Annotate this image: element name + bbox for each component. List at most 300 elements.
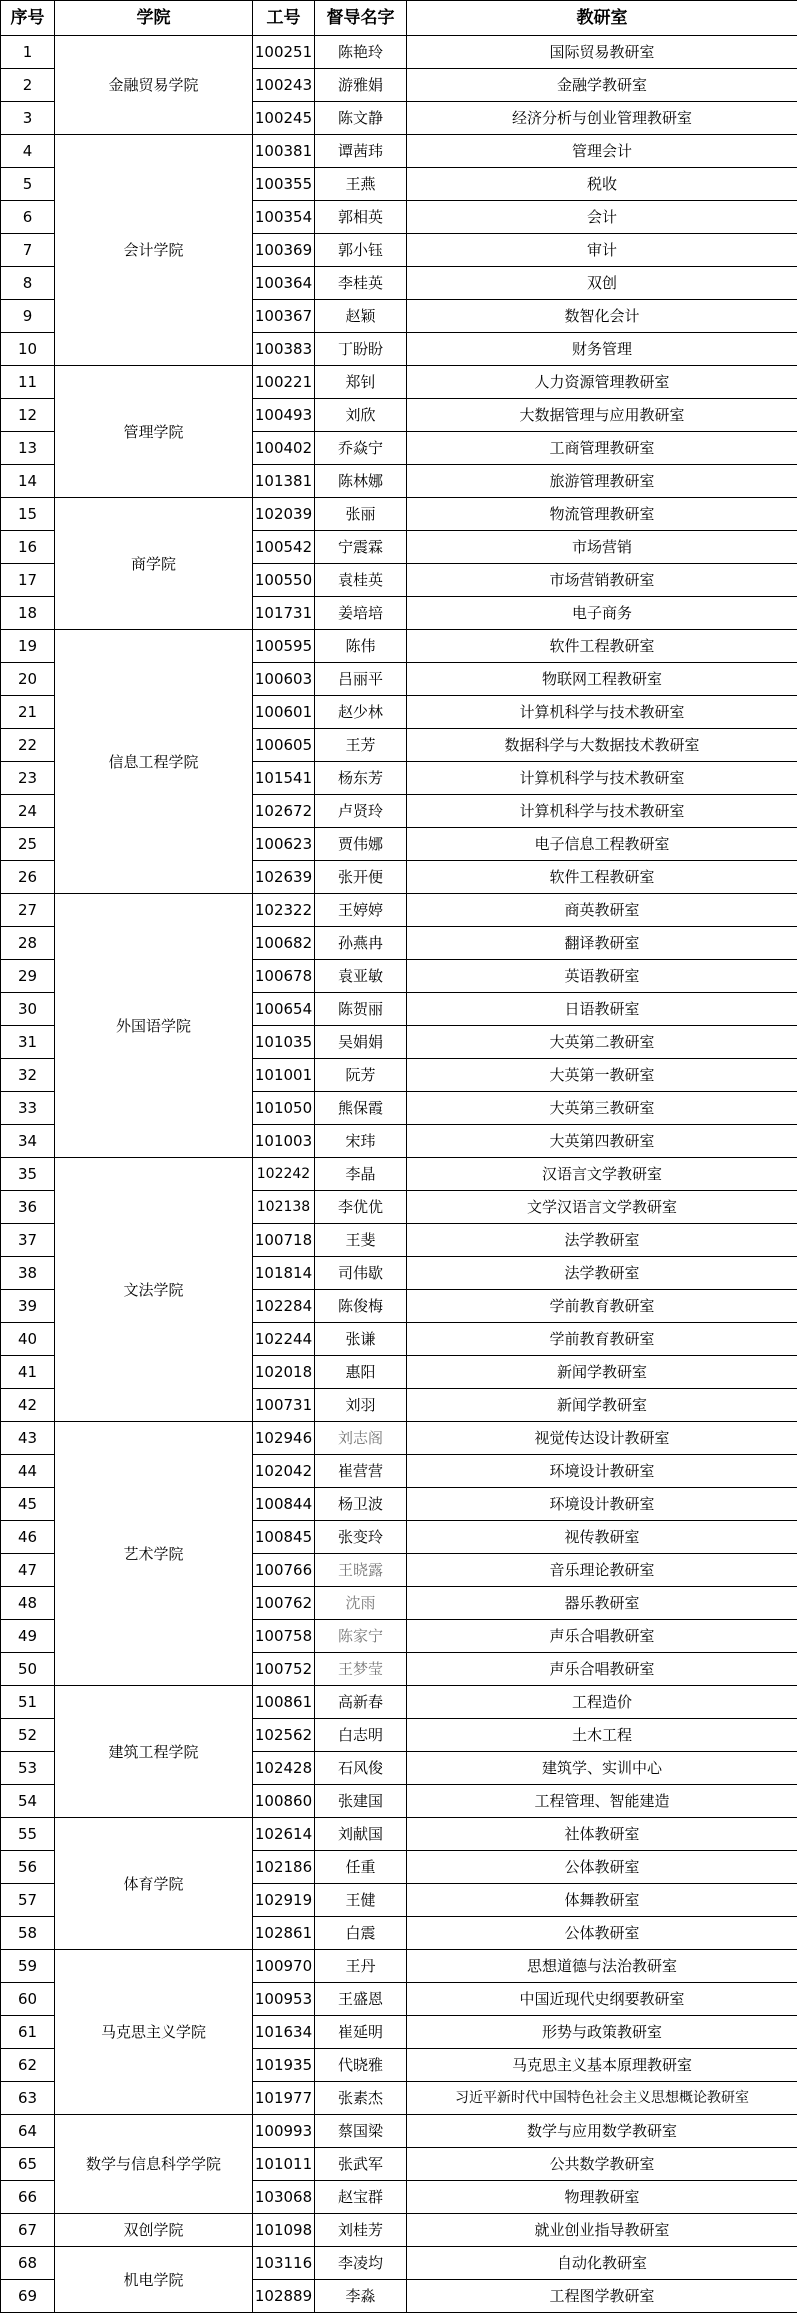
supervisor-name: 陈文静 bbox=[315, 102, 407, 135]
header-row bbox=[1, 1, 797, 36]
college-cell: 建筑工程学院 bbox=[55, 1686, 253, 1818]
row-number: 56 bbox=[1, 1851, 55, 1884]
row-number: 13 bbox=[1, 432, 55, 465]
table-row bbox=[1, 1950, 797, 1983]
table-row bbox=[1, 894, 797, 927]
supervisor-name: 张建国 bbox=[315, 1785, 407, 1818]
row-number: 17 bbox=[1, 564, 55, 597]
row-number: 7 bbox=[1, 234, 55, 267]
staff-id: 100860 bbox=[253, 1785, 315, 1818]
supervisor-name: 张武军 bbox=[315, 2148, 407, 2181]
supervisor-name: 杨卫波 bbox=[315, 1488, 407, 1521]
supervisor-name: 蔡国梁 bbox=[315, 2115, 407, 2148]
row-number: 53 bbox=[1, 1752, 55, 1785]
row-number: 2 bbox=[1, 69, 55, 102]
row-number: 16 bbox=[1, 531, 55, 564]
staff-id: 100953 bbox=[253, 1983, 315, 2016]
supervisor-name: 赵少林 bbox=[315, 696, 407, 729]
header-college: 学院 bbox=[55, 1, 253, 36]
staff-id: 102018 bbox=[253, 1356, 315, 1389]
supervisor-name: 张谦 bbox=[315, 1323, 407, 1356]
staff-id: 100402 bbox=[253, 432, 315, 465]
supervisor-name: 熊保霞 bbox=[315, 1092, 407, 1125]
row-number: 40 bbox=[1, 1323, 55, 1356]
row-number: 37 bbox=[1, 1224, 55, 1257]
table-row bbox=[1, 498, 797, 531]
supervisor-name: 沈雨 bbox=[315, 1587, 407, 1620]
staff-id: 100493 bbox=[253, 399, 315, 432]
row-number: 31 bbox=[1, 1026, 55, 1059]
supervisor-name: 崔营营 bbox=[315, 1455, 407, 1488]
supervisor-name: 王燕 bbox=[315, 168, 407, 201]
row-number: 22 bbox=[1, 729, 55, 762]
row-number: 20 bbox=[1, 663, 55, 696]
staff-id: 102919 bbox=[253, 1884, 315, 1917]
row-number: 46 bbox=[1, 1521, 55, 1554]
staff-id: 102242 bbox=[253, 1158, 315, 1191]
office-name: 就业创业指导教研室 bbox=[407, 2214, 797, 2247]
office-name: 大英第二教研室 bbox=[407, 1026, 797, 1059]
row-number: 12 bbox=[1, 399, 55, 432]
supervisor-name: 吴娟娟 bbox=[315, 1026, 407, 1059]
table-row bbox=[1, 1686, 797, 1719]
office-name: 计算机科学与技术教研室 bbox=[407, 762, 797, 795]
supervisor-name: 陈伟 bbox=[315, 630, 407, 663]
staff-id: 100993 bbox=[253, 2115, 315, 2148]
staff-id: 100731 bbox=[253, 1389, 315, 1422]
office-name: 中国近现代史纲要教研室 bbox=[407, 1983, 797, 2016]
staff-id: 100861 bbox=[253, 1686, 315, 1719]
staff-id: 102039 bbox=[253, 498, 315, 531]
staff-id: 100605 bbox=[253, 729, 315, 762]
supervisor-name: 郭相英 bbox=[315, 201, 407, 234]
supervisor-name: 卢贤玲 bbox=[315, 795, 407, 828]
office-name: 马克思主义基本原理教研室 bbox=[407, 2049, 797, 2082]
supervisor-name: 袁亚敏 bbox=[315, 960, 407, 993]
office-name: 工程造价 bbox=[407, 1686, 797, 1719]
supervisor-name: 王健 bbox=[315, 1884, 407, 1917]
staff-id: 100766 bbox=[253, 1554, 315, 1587]
office-name: 汉语言文学教研室 bbox=[407, 1158, 797, 1191]
supervisor-name: 贾伟娜 bbox=[315, 828, 407, 861]
office-name: 物流管理教研室 bbox=[407, 498, 797, 531]
office-name: 软件工程教研室 bbox=[407, 861, 797, 894]
row-number: 67 bbox=[1, 2214, 55, 2247]
staff-id: 101977 bbox=[253, 2082, 315, 2115]
office-name: 计算机科学与技术教研室 bbox=[407, 795, 797, 828]
table-row bbox=[1, 2214, 797, 2247]
office-name: 日语教研室 bbox=[407, 993, 797, 1026]
header-no: 序号 bbox=[1, 1, 55, 36]
row-number: 43 bbox=[1, 1422, 55, 1455]
row-number: 48 bbox=[1, 1587, 55, 1620]
staff-id: 102562 bbox=[253, 1719, 315, 1752]
supervisor-name: 杨东芳 bbox=[315, 762, 407, 795]
row-number: 36 bbox=[1, 1191, 55, 1224]
office-name: 管理会计 bbox=[407, 135, 797, 168]
office-name: 软件工程教研室 bbox=[407, 630, 797, 663]
college-cell: 管理学院 bbox=[55, 366, 253, 498]
supervisor-name: 宋玮 bbox=[315, 1125, 407, 1158]
row-number: 51 bbox=[1, 1686, 55, 1719]
staff-id: 100369 bbox=[253, 234, 315, 267]
office-name: 英语教研室 bbox=[407, 960, 797, 993]
staff-id: 101814 bbox=[253, 1257, 315, 1290]
office-name: 体舞教研室 bbox=[407, 1884, 797, 1917]
staff-id: 100542 bbox=[253, 531, 315, 564]
supervisor-name: 陈林娜 bbox=[315, 465, 407, 498]
college-cell: 数学与信息科学学院 bbox=[55, 2115, 253, 2214]
table-row bbox=[1, 366, 797, 399]
office-name: 社体教研室 bbox=[407, 1818, 797, 1851]
office-name: 会计 bbox=[407, 201, 797, 234]
staff-id: 100243 bbox=[253, 69, 315, 102]
staff-id: 100970 bbox=[253, 1950, 315, 1983]
row-number: 59 bbox=[1, 1950, 55, 1983]
college-cell: 商学院 bbox=[55, 498, 253, 630]
office-name: 审计 bbox=[407, 234, 797, 267]
staff-id: 100354 bbox=[253, 201, 315, 234]
row-number: 19 bbox=[1, 630, 55, 663]
staff-id: 100718 bbox=[253, 1224, 315, 1257]
supervisor-name: 李优优 bbox=[315, 1191, 407, 1224]
staff-id: 101731 bbox=[253, 597, 315, 630]
row-number: 50 bbox=[1, 1653, 55, 1686]
staff-id: 100245 bbox=[253, 102, 315, 135]
row-number: 62 bbox=[1, 2049, 55, 2082]
office-name: 数学与应用数学教研室 bbox=[407, 2115, 797, 2148]
staff-id: 101935 bbox=[253, 2049, 315, 2082]
staff-id: 100381 bbox=[253, 135, 315, 168]
staff-id: 101381 bbox=[253, 465, 315, 498]
staff-id: 101001 bbox=[253, 1059, 315, 1092]
supervisor-name: 李桂英 bbox=[315, 267, 407, 300]
staff-id: 102138 bbox=[253, 1191, 315, 1224]
office-name: 公共数学教研室 bbox=[407, 2148, 797, 2181]
row-number: 29 bbox=[1, 960, 55, 993]
staff-id: 102186 bbox=[253, 1851, 315, 1884]
table-row bbox=[1, 1818, 797, 1851]
supervisor-name: 刘羽 bbox=[315, 1389, 407, 1422]
office-name: 形势与政策教研室 bbox=[407, 2016, 797, 2049]
office-name: 新闻学教研室 bbox=[407, 1356, 797, 1389]
supervisor-name: 刘志阁 bbox=[315, 1422, 407, 1455]
supervisor-name: 王丹 bbox=[315, 1950, 407, 1983]
row-number: 52 bbox=[1, 1719, 55, 1752]
office-name: 税收 bbox=[407, 168, 797, 201]
supervisor-name: 张变玲 bbox=[315, 1521, 407, 1554]
table-row bbox=[1, 1158, 797, 1191]
office-name: 器乐教研室 bbox=[407, 1587, 797, 1620]
staff-id: 102639 bbox=[253, 861, 315, 894]
supervisor-name: 王芳 bbox=[315, 729, 407, 762]
row-number: 64 bbox=[1, 2115, 55, 2148]
supervisor-name: 王梦莹 bbox=[315, 1653, 407, 1686]
row-number: 39 bbox=[1, 1290, 55, 1323]
office-name: 数据科学与大数据技术教研室 bbox=[407, 729, 797, 762]
supervisor-name: 陈艳玲 bbox=[315, 36, 407, 69]
row-number: 42 bbox=[1, 1389, 55, 1422]
row-number: 57 bbox=[1, 1884, 55, 1917]
staff-id: 102861 bbox=[253, 1917, 315, 1950]
header-office: 教研室 bbox=[407, 1, 797, 36]
supervisor-name: 李凌均 bbox=[315, 2247, 407, 2280]
office-name: 工程管理、智能建造 bbox=[407, 1785, 797, 1818]
supervisor-name: 姜培培 bbox=[315, 597, 407, 630]
row-number: 23 bbox=[1, 762, 55, 795]
office-name: 大数据管理与应用教研室 bbox=[407, 399, 797, 432]
supervisor-name: 任重 bbox=[315, 1851, 407, 1884]
supervisor-name: 陈俊梅 bbox=[315, 1290, 407, 1323]
row-number: 55 bbox=[1, 1818, 55, 1851]
supervisor-name: 孙燕冉 bbox=[315, 927, 407, 960]
supervisor-name: 郑钊 bbox=[315, 366, 407, 399]
office-name: 工程图学教研室 bbox=[407, 2280, 797, 2313]
office-name: 国际贸易教研室 bbox=[407, 36, 797, 69]
supervisor-name: 赵宝群 bbox=[315, 2181, 407, 2214]
staff-id: 100762 bbox=[253, 1587, 315, 1620]
row-number: 21 bbox=[1, 696, 55, 729]
office-name: 大英第一教研室 bbox=[407, 1059, 797, 1092]
staff-id: 100654 bbox=[253, 993, 315, 1026]
staff-id: 100603 bbox=[253, 663, 315, 696]
supervisor-name: 崔延明 bbox=[315, 2016, 407, 2049]
college-cell: 体育学院 bbox=[55, 1818, 253, 1950]
row-number: 61 bbox=[1, 2016, 55, 2049]
supervisor-name: 张丽 bbox=[315, 498, 407, 531]
row-number: 14 bbox=[1, 465, 55, 498]
row-number: 60 bbox=[1, 1983, 55, 2016]
office-name: 人力资源管理教研室 bbox=[407, 366, 797, 399]
staff-id: 100364 bbox=[253, 267, 315, 300]
supervisor-name: 刘桂芳 bbox=[315, 2214, 407, 2247]
row-number: 5 bbox=[1, 168, 55, 201]
supervisor-name: 游雅娟 bbox=[315, 69, 407, 102]
office-name: 土木工程 bbox=[407, 1719, 797, 1752]
office-name: 财务管理 bbox=[407, 333, 797, 366]
row-number: 30 bbox=[1, 993, 55, 1026]
row-number: 8 bbox=[1, 267, 55, 300]
office-name: 数智化会计 bbox=[407, 300, 797, 333]
staff-id: 101003 bbox=[253, 1125, 315, 1158]
row-number: 4 bbox=[1, 135, 55, 168]
staff-id: 100678 bbox=[253, 960, 315, 993]
office-name: 商英教研室 bbox=[407, 894, 797, 927]
staff-id: 100595 bbox=[253, 630, 315, 663]
staff-id: 102244 bbox=[253, 1323, 315, 1356]
table-row bbox=[1, 135, 797, 168]
staff-id: 102672 bbox=[253, 795, 315, 828]
office-name: 旅游管理教研室 bbox=[407, 465, 797, 498]
row-number: 34 bbox=[1, 1125, 55, 1158]
supervisor-name: 司伟歇 bbox=[315, 1257, 407, 1290]
supervisor-name: 王斐 bbox=[315, 1224, 407, 1257]
supervisor-name: 陈家宁 bbox=[315, 1620, 407, 1653]
office-name: 物联网工程教研室 bbox=[407, 663, 797, 696]
staff-id: 100383 bbox=[253, 333, 315, 366]
supervisor-name: 代晓雅 bbox=[315, 2049, 407, 2082]
header-id: 工号 bbox=[253, 1, 315, 36]
staff-id: 102614 bbox=[253, 1818, 315, 1851]
staff-id: 100221 bbox=[253, 366, 315, 399]
table-row bbox=[1, 2247, 797, 2280]
staff-id: 102284 bbox=[253, 1290, 315, 1323]
staff-id: 103116 bbox=[253, 2247, 315, 2280]
staff-id: 100682 bbox=[253, 927, 315, 960]
supervisor-name: 赵颖 bbox=[315, 300, 407, 333]
staff-id: 100752 bbox=[253, 1653, 315, 1686]
staff-id: 102042 bbox=[253, 1455, 315, 1488]
row-number: 24 bbox=[1, 795, 55, 828]
office-name: 工商管理教研室 bbox=[407, 432, 797, 465]
table-row bbox=[1, 2115, 797, 2148]
row-number: 38 bbox=[1, 1257, 55, 1290]
row-number: 65 bbox=[1, 2148, 55, 2181]
office-name: 电子信息工程教研室 bbox=[407, 828, 797, 861]
staff-id: 102322 bbox=[253, 894, 315, 927]
office-name: 自动化教研室 bbox=[407, 2247, 797, 2280]
college-cell: 信息工程学院 bbox=[55, 630, 253, 894]
college-cell: 机电学院 bbox=[55, 2247, 253, 2313]
row-number: 35 bbox=[1, 1158, 55, 1191]
row-number: 58 bbox=[1, 1917, 55, 1950]
office-name: 法学教研室 bbox=[407, 1257, 797, 1290]
office-name: 经济分析与创业管理教研室 bbox=[407, 102, 797, 135]
table-body bbox=[1, 36, 797, 2313]
office-name: 金融学教研室 bbox=[407, 69, 797, 102]
staff-id: 100758 bbox=[253, 1620, 315, 1653]
row-number: 68 bbox=[1, 2247, 55, 2280]
row-number: 10 bbox=[1, 333, 55, 366]
row-number: 69 bbox=[1, 2280, 55, 2313]
supervisor-name: 张开便 bbox=[315, 861, 407, 894]
staff-id: 101011 bbox=[253, 2148, 315, 2181]
header-name: 督导名字 bbox=[315, 1, 407, 36]
staff-id: 100844 bbox=[253, 1488, 315, 1521]
office-name: 大英第三教研室 bbox=[407, 1092, 797, 1125]
college-cell: 会计学院 bbox=[55, 135, 253, 366]
office-name: 公体教研室 bbox=[407, 1917, 797, 1950]
table-row bbox=[1, 36, 797, 69]
row-number: 47 bbox=[1, 1554, 55, 1587]
row-number: 6 bbox=[1, 201, 55, 234]
office-name: 公体教研室 bbox=[407, 1851, 797, 1884]
supervisor-name: 刘献国 bbox=[315, 1818, 407, 1851]
row-number: 63 bbox=[1, 2082, 55, 2115]
staff-id: 101634 bbox=[253, 2016, 315, 2049]
staff-id: 101098 bbox=[253, 2214, 315, 2247]
office-name: 文学汉语言文学教研室 bbox=[407, 1191, 797, 1224]
office-name: 思想道德与法治教研室 bbox=[407, 1950, 797, 1983]
supervisor-name: 阮芳 bbox=[315, 1059, 407, 1092]
staff-id: 100601 bbox=[253, 696, 315, 729]
staff-id: 100623 bbox=[253, 828, 315, 861]
row-number: 49 bbox=[1, 1620, 55, 1653]
row-number: 66 bbox=[1, 2181, 55, 2214]
college-cell: 外国语学院 bbox=[55, 894, 253, 1158]
row-number: 18 bbox=[1, 597, 55, 630]
supervisor-name: 白震 bbox=[315, 1917, 407, 1950]
office-name: 学前教育教研室 bbox=[407, 1323, 797, 1356]
staff-id: 101541 bbox=[253, 762, 315, 795]
office-name: 电子商务 bbox=[407, 597, 797, 630]
office-name: 双创 bbox=[407, 267, 797, 300]
staff-id: 102889 bbox=[253, 2280, 315, 2313]
row-number: 44 bbox=[1, 1455, 55, 1488]
office-name: 大英第四教研室 bbox=[407, 1125, 797, 1158]
supervisor-name: 宁震霖 bbox=[315, 531, 407, 564]
staff-id: 101050 bbox=[253, 1092, 315, 1125]
row-number: 11 bbox=[1, 366, 55, 399]
office-name: 音乐理论教研室 bbox=[407, 1554, 797, 1587]
supervisor-name: 石风俊 bbox=[315, 1752, 407, 1785]
supervisor-name: 谭茜玮 bbox=[315, 135, 407, 168]
row-number: 3 bbox=[1, 102, 55, 135]
office-name: 计算机科学与技术教研室 bbox=[407, 696, 797, 729]
office-name: 市场营销 bbox=[407, 531, 797, 564]
row-number: 33 bbox=[1, 1092, 55, 1125]
table-row bbox=[1, 630, 797, 663]
supervisor-name: 张素杰 bbox=[315, 2082, 407, 2115]
office-name: 视觉传达设计教研室 bbox=[407, 1422, 797, 1455]
office-name: 声乐合唱教研室 bbox=[407, 1653, 797, 1686]
supervisor-name: 白志明 bbox=[315, 1719, 407, 1752]
row-number: 25 bbox=[1, 828, 55, 861]
office-name: 翻译教研室 bbox=[407, 927, 797, 960]
office-name: 新闻学教研室 bbox=[407, 1389, 797, 1422]
supervisor-name: 王婷婷 bbox=[315, 894, 407, 927]
office-name: 环境设计教研室 bbox=[407, 1488, 797, 1521]
staff-id: 102946 bbox=[253, 1422, 315, 1455]
office-name: 市场营销教研室 bbox=[407, 564, 797, 597]
supervisor-name: 李晶 bbox=[315, 1158, 407, 1191]
college-cell: 双创学院 bbox=[55, 2214, 253, 2247]
staff-id: 100367 bbox=[253, 300, 315, 333]
supervisor-name: 乔焱宁 bbox=[315, 432, 407, 465]
college-cell: 艺术学院 bbox=[55, 1422, 253, 1686]
staff-id: 100845 bbox=[253, 1521, 315, 1554]
supervisor-name: 陈贺丽 bbox=[315, 993, 407, 1026]
college-cell: 金融贸易学院 bbox=[55, 36, 253, 135]
staff-id: 102428 bbox=[253, 1752, 315, 1785]
office-name: 视传教研室 bbox=[407, 1521, 797, 1554]
row-number: 1 bbox=[1, 36, 55, 69]
supervisor-name: 袁桂英 bbox=[315, 564, 407, 597]
staff-id: 101035 bbox=[253, 1026, 315, 1059]
supervisor-name: 李淼 bbox=[315, 2280, 407, 2313]
row-number: 9 bbox=[1, 300, 55, 333]
staff-id: 100550 bbox=[253, 564, 315, 597]
row-number: 28 bbox=[1, 927, 55, 960]
staff-id: 103068 bbox=[253, 2181, 315, 2214]
supervisor-name: 王晓露 bbox=[315, 1554, 407, 1587]
office-name: 习近平新时代中国特色社会主义思想概论教研室 bbox=[407, 2082, 797, 2115]
supervisor-name: 惠阳 bbox=[315, 1356, 407, 1389]
office-name: 声乐合唱教研室 bbox=[407, 1620, 797, 1653]
staff-id: 100251 bbox=[253, 36, 315, 69]
supervisor-name: 王盛恩 bbox=[315, 1983, 407, 2016]
college-cell: 马克思主义学院 bbox=[55, 1950, 253, 2115]
row-number: 32 bbox=[1, 1059, 55, 1092]
college-cell: 文法学院 bbox=[55, 1158, 253, 1422]
row-number: 41 bbox=[1, 1356, 55, 1389]
supervisor-name: 刘欣 bbox=[315, 399, 407, 432]
row-number: 45 bbox=[1, 1488, 55, 1521]
office-name: 学前教育教研室 bbox=[407, 1290, 797, 1323]
row-number: 26 bbox=[1, 861, 55, 894]
office-name: 物理教研室 bbox=[407, 2181, 797, 2214]
supervisor-name: 郭小钰 bbox=[315, 234, 407, 267]
